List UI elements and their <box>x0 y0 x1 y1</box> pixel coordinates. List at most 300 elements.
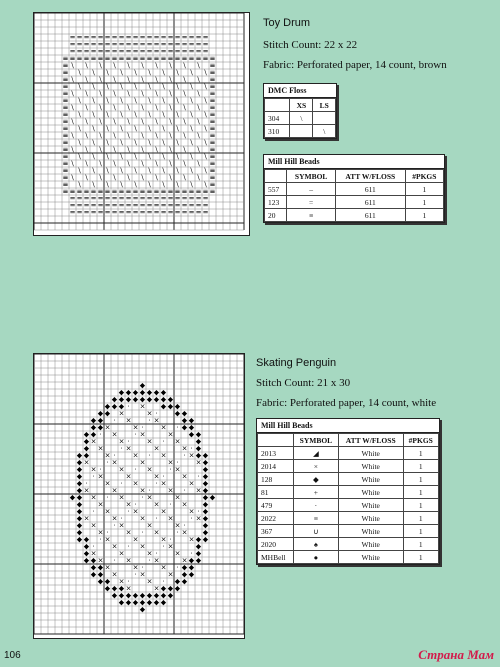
svg-text:×: × <box>118 577 125 586</box>
svg-text:≡: ≡ <box>209 131 216 140</box>
svg-text:\: \ <box>92 68 95 77</box>
svg-text:\: \ <box>78 68 81 77</box>
svg-text:=: = <box>69 201 76 210</box>
svg-text:=: = <box>181 33 188 42</box>
svg-text:≡: ≡ <box>153 54 160 63</box>
svg-text:\: \ <box>176 110 179 119</box>
svg-text:=: = <box>139 33 146 42</box>
svg-text:\: \ <box>113 103 116 112</box>
svg-text:=: = <box>160 47 167 56</box>
svg-text:×: × <box>139 570 146 579</box>
svg-text:\: \ <box>134 68 137 77</box>
svg-text:≡: ≡ <box>69 54 76 63</box>
svg-text:×: × <box>188 507 195 516</box>
svg-text:\: \ <box>162 152 165 161</box>
toy-drum-chart <box>33 12 250 236</box>
table-row: 128 ◆ White 1 <box>258 473 439 486</box>
svg-text:◆: ◆ <box>167 584 174 593</box>
svg-text:=: = <box>181 47 188 56</box>
svg-text:=: = <box>132 201 139 210</box>
svg-text:=: = <box>202 194 209 203</box>
svg-text:×: × <box>181 528 188 537</box>
svg-text:◆: ◆ <box>83 542 90 551</box>
svg-text:◆: ◆ <box>76 486 83 495</box>
svg-text:\: \ <box>106 82 109 91</box>
svg-text:◆: ◆ <box>104 409 111 418</box>
svg-text:\: \ <box>176 166 179 175</box>
svg-text:◆: ◆ <box>139 598 146 607</box>
svg-text:\: \ <box>78 166 81 175</box>
svg-text:≡: ≡ <box>104 187 111 196</box>
svg-text:\: \ <box>204 96 207 105</box>
svg-text:=: = <box>160 40 167 49</box>
svg-text:≡: ≡ <box>209 54 216 63</box>
svg-text:×: × <box>146 409 153 418</box>
svg-text:\: \ <box>204 124 207 133</box>
svg-text:\: \ <box>92 180 95 189</box>
svg-text:=: = <box>202 40 209 49</box>
svg-text:\: \ <box>190 124 193 133</box>
svg-text:≡: ≡ <box>83 187 90 196</box>
svg-text:◆: ◆ <box>104 577 111 586</box>
svg-text:◆: ◆ <box>167 591 174 600</box>
svg-text:◆: ◆ <box>202 472 209 481</box>
svg-text:◆: ◆ <box>83 444 90 453</box>
svg-text:\: \ <box>190 152 193 161</box>
svg-text:◆: ◆ <box>76 493 83 502</box>
svg-text:◆: ◆ <box>83 535 90 544</box>
svg-text:=: = <box>125 194 132 203</box>
svg-text:=: = <box>202 47 209 56</box>
svg-text:=: = <box>104 33 111 42</box>
svg-text:=: = <box>97 40 104 49</box>
svg-text:◆: ◆ <box>76 479 83 488</box>
svg-text:\: \ <box>155 103 158 112</box>
svg-text:·: · <box>176 528 179 537</box>
svg-text:◆: ◆ <box>76 465 83 474</box>
svg-text:◆: ◆ <box>90 570 97 579</box>
svg-text:·: · <box>127 437 130 446</box>
svg-text:\: \ <box>85 117 88 126</box>
svg-text:\: \ <box>113 75 116 84</box>
svg-text:\: \ <box>78 152 81 161</box>
svg-text:≡: ≡ <box>160 54 167 63</box>
svg-text:×: × <box>90 437 97 446</box>
svg-text:\: \ <box>71 173 74 182</box>
svg-text:\: \ <box>92 82 95 91</box>
svg-text:×: × <box>153 528 160 537</box>
svg-text:·: · <box>120 514 123 523</box>
svg-text:\: \ <box>127 75 130 84</box>
svg-text:≡: ≡ <box>139 54 146 63</box>
svg-text:\: \ <box>85 173 88 182</box>
svg-text:=: = <box>125 201 132 210</box>
svg-text:◆: ◆ <box>202 479 209 488</box>
svg-text:\: \ <box>141 75 144 84</box>
svg-text:·: · <box>134 430 137 439</box>
svg-text:\: \ <box>71 159 74 168</box>
table-row: 20 ≡ 611 1 <box>265 209 444 222</box>
svg-text:≡: ≡ <box>209 61 216 70</box>
svg-text:·: · <box>148 416 151 425</box>
svg-text:=: = <box>160 201 167 210</box>
svg-text:·: · <box>85 479 88 488</box>
svg-text:\: \ <box>78 138 81 147</box>
svg-text:×: × <box>167 514 174 523</box>
svg-text:×: × <box>104 479 111 488</box>
svg-text:×: × <box>111 486 118 495</box>
svg-text:\: \ <box>92 110 95 119</box>
penguin-beads-key: Mill Hill Beads SYMBOL ATT W/FLOSS #PKGS 2013 ◢ White 1 2014 × White 1 128 ◆ White 1 81 + White 1 479 · White 1 2022 ≡ White 1 367 ∪ White 1 2020 ♠ White 1 MHBell ● White 1 <box>256 418 440 565</box>
svg-text:\: \ <box>183 145 186 154</box>
svg-text:\: \ <box>78 110 81 119</box>
svg-text:=: = <box>69 33 76 42</box>
svg-text:≡: ≡ <box>209 75 216 84</box>
svg-text:=: = <box>111 40 118 49</box>
svg-text:≡: ≡ <box>104 54 111 63</box>
svg-text:\: \ <box>78 96 81 105</box>
svg-text:\: \ <box>190 166 193 175</box>
svg-text:\: \ <box>71 131 74 140</box>
svg-text:≡: ≡ <box>195 54 202 63</box>
svg-text:\: \ <box>99 117 102 126</box>
page-number: 106 <box>4 650 21 661</box>
svg-text:\: \ <box>162 180 165 189</box>
svg-text:×: × <box>146 493 153 502</box>
svg-text:◆: ◆ <box>132 598 139 607</box>
svg-text:×: × <box>174 493 181 502</box>
svg-text:\: \ <box>99 131 102 140</box>
svg-text:·: · <box>134 570 137 579</box>
svg-text:\: \ <box>169 89 172 98</box>
svg-text:≡: ≡ <box>125 54 132 63</box>
svg-text:\: \ <box>106 96 109 105</box>
svg-text:◆: ◆ <box>104 402 111 411</box>
svg-text:\: \ <box>120 68 123 77</box>
svg-text:◆: ◆ <box>181 570 188 579</box>
svg-text:×: × <box>83 514 90 523</box>
svg-text:×: × <box>132 563 139 572</box>
svg-text:\: \ <box>127 117 130 126</box>
svg-text:\: \ <box>197 61 200 70</box>
svg-text:·: · <box>169 465 172 474</box>
svg-text:×: × <box>139 402 146 411</box>
svg-text:◆: ◆ <box>174 577 181 586</box>
svg-text:≡: ≡ <box>62 89 69 98</box>
svg-text:◆: ◆ <box>174 402 181 411</box>
svg-text:×: × <box>167 570 174 579</box>
svg-text:◆: ◆ <box>125 395 132 404</box>
svg-text:·: · <box>92 507 95 516</box>
svg-text:≡: ≡ <box>188 187 195 196</box>
svg-text:≡: ≡ <box>209 166 216 175</box>
svg-text:×: × <box>160 479 167 488</box>
svg-text:≡: ≡ <box>181 187 188 196</box>
svg-text:\: \ <box>148 180 151 189</box>
svg-text:\: \ <box>197 159 200 168</box>
svg-text:≡: ≡ <box>76 54 83 63</box>
svg-text:=: = <box>104 47 111 56</box>
svg-text:×: × <box>139 514 146 523</box>
svg-text:×: × <box>132 451 139 460</box>
table-row: 2022 ≡ White 1 <box>258 512 439 525</box>
table-row: 479 · White 1 <box>258 499 439 512</box>
svg-text:\: \ <box>120 124 123 133</box>
svg-text:=: = <box>76 201 83 210</box>
svg-text:×: × <box>160 563 167 572</box>
svg-text:·: · <box>162 437 165 446</box>
svg-text:=: = <box>153 194 160 203</box>
svg-text:≡: ≡ <box>62 75 69 84</box>
svg-text:≡: ≡ <box>209 89 216 98</box>
svg-text:≡: ≡ <box>209 68 216 77</box>
svg-text:×: × <box>174 437 181 446</box>
svg-text:\: \ <box>71 75 74 84</box>
svg-text:≡: ≡ <box>209 152 216 161</box>
svg-text:×: × <box>104 507 111 516</box>
svg-text:\: \ <box>120 110 123 119</box>
svg-text:×: × <box>90 493 97 502</box>
svg-text:◆: ◆ <box>160 591 167 600</box>
svg-text:≡: ≡ <box>167 187 174 196</box>
svg-text:\: \ <box>99 75 102 84</box>
svg-text:◆: ◆ <box>76 535 83 544</box>
svg-text:◆: ◆ <box>97 563 104 572</box>
svg-text:≡: ≡ <box>167 54 174 63</box>
svg-text:\: \ <box>155 61 158 70</box>
svg-text:\: \ <box>204 82 207 91</box>
svg-text:\: \ <box>155 173 158 182</box>
svg-text:×: × <box>188 451 195 460</box>
toy-drum-title: Toy Drum <box>263 17 311 29</box>
svg-text:×: × <box>181 556 188 565</box>
svg-text:×: × <box>146 549 153 558</box>
svg-text:\: \ <box>134 124 137 133</box>
svg-text:◆: ◆ <box>104 584 111 593</box>
svg-text:×: × <box>111 458 118 467</box>
svg-text:=: = <box>69 40 76 49</box>
svg-text:\: \ <box>92 96 95 105</box>
svg-text:=: = <box>118 208 125 217</box>
svg-text:=: = <box>76 33 83 42</box>
svg-text:×: × <box>160 535 167 544</box>
svg-text:×: × <box>160 423 167 432</box>
svg-text:=: = <box>202 201 209 210</box>
watermark: Страна Мам <box>418 647 494 662</box>
svg-text:·: · <box>99 535 102 544</box>
svg-text:\: \ <box>113 173 116 182</box>
svg-text:=: = <box>146 194 153 203</box>
svg-text:◆: ◆ <box>188 423 195 432</box>
svg-text:×: × <box>104 423 111 432</box>
svg-text:\: \ <box>169 131 172 140</box>
svg-text:×: × <box>174 521 181 530</box>
svg-text:◆: ◆ <box>160 598 167 607</box>
svg-text:×: × <box>188 479 195 488</box>
svg-text:·: · <box>106 493 109 502</box>
svg-text:=: = <box>181 201 188 210</box>
svg-text:=: = <box>188 208 195 217</box>
svg-text:◆: ◆ <box>139 388 146 397</box>
svg-text:×: × <box>97 472 104 481</box>
svg-text:\: \ <box>127 61 130 70</box>
svg-text:◆: ◆ <box>202 486 209 495</box>
svg-text:◆: ◆ <box>174 584 181 593</box>
svg-text:≡: ≡ <box>209 173 216 182</box>
svg-text:◆: ◆ <box>76 528 83 537</box>
svg-text:\: \ <box>120 82 123 91</box>
svg-text:\: \ <box>141 131 144 140</box>
svg-text:=: = <box>181 208 188 217</box>
svg-text:=: = <box>118 194 125 203</box>
svg-text:=: = <box>146 201 153 210</box>
svg-text:=: = <box>104 208 111 217</box>
svg-text:◆: ◆ <box>188 416 195 425</box>
svg-text:≡: ≡ <box>97 187 104 196</box>
svg-text:·: · <box>113 416 116 425</box>
svg-text:·: · <box>176 563 179 572</box>
svg-text:=: = <box>139 201 146 210</box>
svg-text:·: · <box>92 542 95 551</box>
svg-text:\: \ <box>99 159 102 168</box>
svg-text:·: · <box>127 542 130 551</box>
svg-text:×: × <box>132 535 139 544</box>
penguin-beads-heading: Mill Hill Beads <box>257 419 439 433</box>
svg-text:◆: ◆ <box>181 423 188 432</box>
svg-text:=: = <box>188 47 195 56</box>
svg-text:\: \ <box>176 124 179 133</box>
svg-text:×: × <box>174 465 181 474</box>
svg-text:\: \ <box>78 180 81 189</box>
svg-text:=: = <box>188 194 195 203</box>
svg-text:·: · <box>113 556 116 565</box>
svg-text:≡: ≡ <box>90 187 97 196</box>
svg-text:=: = <box>188 40 195 49</box>
svg-text:\: \ <box>134 180 137 189</box>
svg-text:=: = <box>83 40 90 49</box>
svg-text:\: \ <box>134 110 137 119</box>
svg-text:·: · <box>155 409 158 418</box>
svg-text:◆: ◆ <box>76 521 83 530</box>
svg-text:×: × <box>118 493 125 502</box>
svg-text:×: × <box>125 472 132 481</box>
svg-text:×: × <box>118 409 125 418</box>
svg-text:×: × <box>153 444 160 453</box>
svg-text:◆: ◆ <box>76 451 83 460</box>
svg-text:\: \ <box>155 117 158 126</box>
svg-text:·: · <box>190 444 193 453</box>
svg-text:=: = <box>90 201 97 210</box>
svg-text:×: × <box>111 430 118 439</box>
svg-text:◆: ◆ <box>76 472 83 481</box>
svg-text:\: \ <box>155 89 158 98</box>
svg-text:≡: ≡ <box>97 54 104 63</box>
svg-text:=: = <box>139 47 146 56</box>
svg-text:\: \ <box>162 82 165 91</box>
svg-text:≡: ≡ <box>62 96 69 105</box>
svg-text:=: = <box>83 208 90 217</box>
svg-text:=: = <box>181 40 188 49</box>
svg-text:\: \ <box>85 131 88 140</box>
svg-text:=: = <box>153 201 160 210</box>
svg-text:=: = <box>167 40 174 49</box>
svg-text:·: · <box>113 451 116 460</box>
svg-text:×: × <box>139 542 146 551</box>
svg-text:\: \ <box>169 159 172 168</box>
svg-text:\: \ <box>120 180 123 189</box>
table-row: 557 – 611 1 <box>265 183 444 196</box>
svg-text:◆: ◆ <box>195 437 202 446</box>
svg-text:×: × <box>181 472 188 481</box>
svg-text:◆: ◆ <box>83 451 90 460</box>
svg-text:·: · <box>155 514 158 523</box>
svg-text:\: \ <box>155 131 158 140</box>
svg-text:\: \ <box>120 138 123 147</box>
svg-text:=: = <box>104 201 111 210</box>
svg-text:◆: ◆ <box>146 598 153 607</box>
svg-text:=: = <box>146 47 153 56</box>
svg-text:◆: ◆ <box>146 591 153 600</box>
table-row: 81 + White 1 <box>258 486 439 499</box>
svg-text:≡: ≡ <box>62 68 69 77</box>
svg-text:◆: ◆ <box>195 451 202 460</box>
svg-text:×: × <box>146 521 153 530</box>
svg-text:·: · <box>155 479 158 488</box>
svg-text:≡: ≡ <box>62 138 69 147</box>
svg-text:◆: ◆ <box>202 521 209 530</box>
svg-text:×: × <box>146 465 153 474</box>
svg-text:◆: ◆ <box>118 395 125 404</box>
toy-drum-fabric: Fabric: Perforated paper, 14 count, brown <box>263 59 447 71</box>
svg-text:=: = <box>146 40 153 49</box>
svg-text:≡: ≡ <box>62 173 69 182</box>
svg-text:\: \ <box>92 138 95 147</box>
svg-text:·: · <box>197 507 200 516</box>
svg-text:◆: ◆ <box>167 395 174 404</box>
svg-text:\: \ <box>204 152 207 161</box>
svg-text:\: \ <box>120 96 123 105</box>
svg-text:≡: ≡ <box>90 54 97 63</box>
svg-text:◆: ◆ <box>83 549 90 558</box>
svg-text:\: \ <box>127 145 130 154</box>
svg-text:×: × <box>118 521 125 530</box>
svg-text:\: \ <box>71 103 74 112</box>
svg-text:=: = <box>195 40 202 49</box>
svg-text:\: \ <box>71 61 74 70</box>
svg-text:\: \ <box>197 75 200 84</box>
svg-text:◆: ◆ <box>160 388 167 397</box>
svg-text:=: = <box>174 208 181 217</box>
svg-text:=: = <box>181 194 188 203</box>
svg-text:◆: ◆ <box>111 402 118 411</box>
svg-text:×: × <box>167 458 174 467</box>
svg-text:=: = <box>118 47 125 56</box>
svg-text:\: \ <box>106 68 109 77</box>
svg-text:·: · <box>183 486 186 495</box>
svg-text:≡: ≡ <box>195 187 202 196</box>
svg-text:\: \ <box>183 103 186 112</box>
svg-text:\: \ <box>113 61 116 70</box>
svg-text:\: \ <box>134 166 137 175</box>
svg-text:=: = <box>97 201 104 210</box>
svg-text:·: · <box>141 423 144 432</box>
svg-text:\: \ <box>113 89 116 98</box>
svg-text:=: = <box>132 33 139 42</box>
svg-text:×: × <box>195 514 202 523</box>
svg-text:\: \ <box>183 159 186 168</box>
svg-text:◆: ◆ <box>188 570 195 579</box>
svg-text:×: × <box>167 486 174 495</box>
